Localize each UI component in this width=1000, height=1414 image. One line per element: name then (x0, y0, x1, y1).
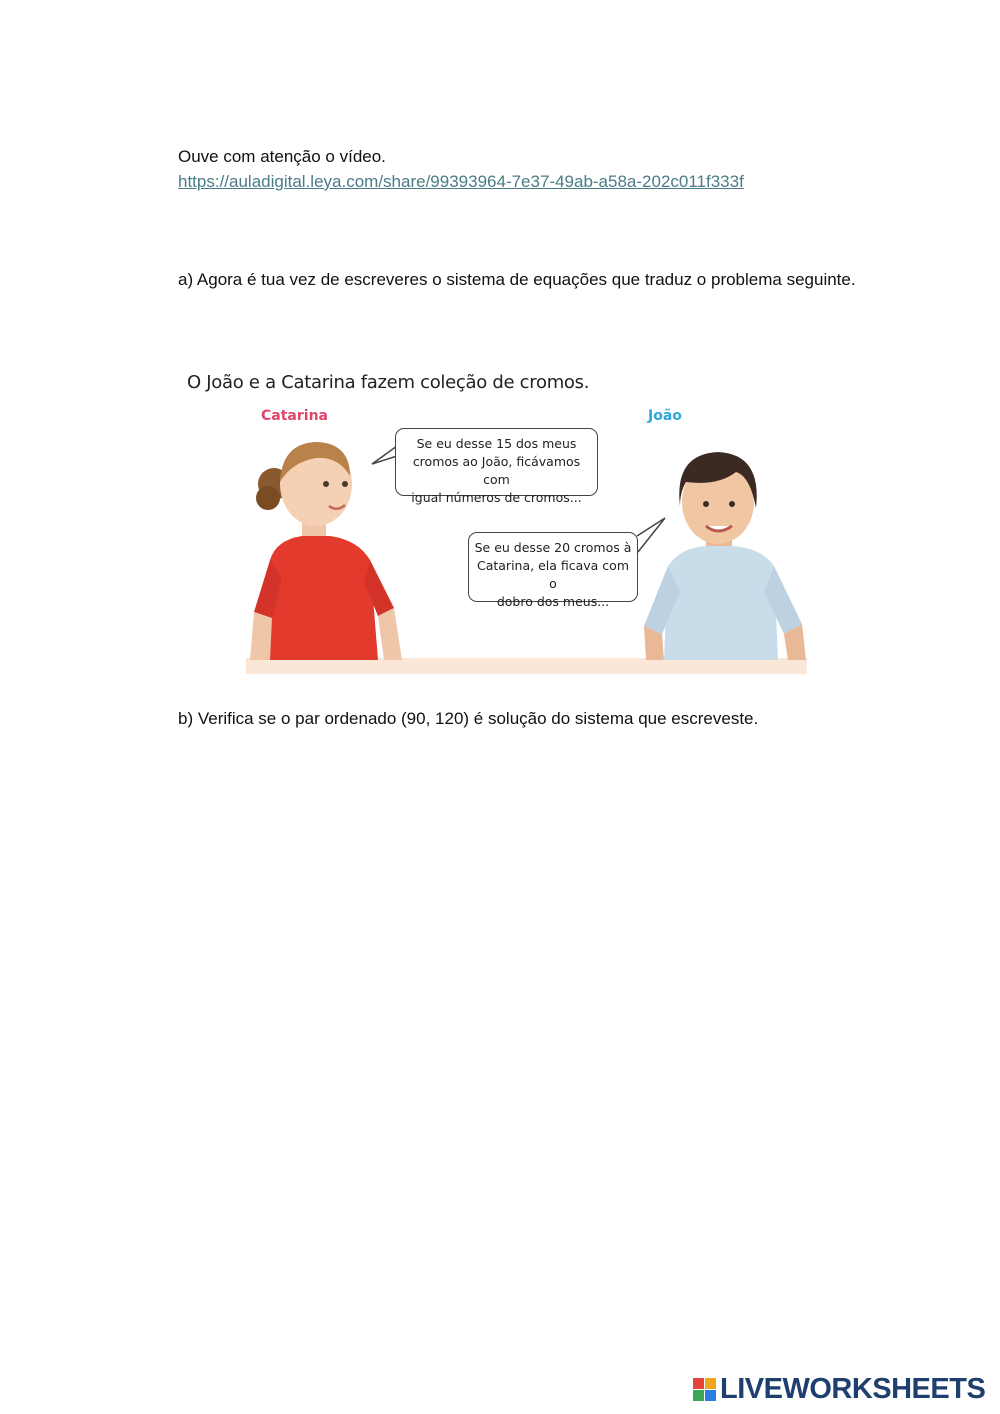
joao-label: João (648, 408, 682, 424)
catarina-label: Catarina (261, 408, 328, 424)
joao-speech-bubble (468, 532, 638, 609)
question-a: a) Agora é tua vez de escreveres o sistema de equações que traduz o problema seguinte. (178, 270, 856, 289)
intro-text: Ouve com atenção o vídeo. (178, 147, 386, 166)
joao-speech-line-2: Catarina, ela ficava com o (476, 558, 630, 591)
question-b: b) Verifica se o par ordenado (90, 120) é solução do sistema que escreveste. (178, 709, 759, 728)
figure-title: O João e a Catarina fazem coleção de cromos. (187, 372, 590, 393)
joao-bubble-tail (634, 516, 668, 558)
liveworksheets-logo (693, 1374, 985, 1404)
joao-speech-line-1: Se eu desse 20 cromos à (474, 540, 632, 555)
catarina-speech-bubble (395, 428, 598, 505)
catarina-illustration (246, 432, 406, 662)
catarina-speech-line-3: igual números de cromos... (411, 490, 582, 505)
logo-mark-icon (693, 1378, 716, 1401)
problem-figure (178, 362, 818, 678)
video-link[interactable]: https://auladigital.leya.com/share/99393964-7e37-49ab-a58a-202c011f333f (178, 172, 744, 191)
joao-speech-line-3: dobro dos meus... (496, 594, 610, 609)
catarina-speech-line-2: cromos ao João, ficávamos com (412, 454, 581, 487)
logo-text: LIVEWORKSHEETS (720, 1372, 986, 1405)
catarina-speech-line-1: Se eu desse 15 dos meus (416, 436, 577, 451)
